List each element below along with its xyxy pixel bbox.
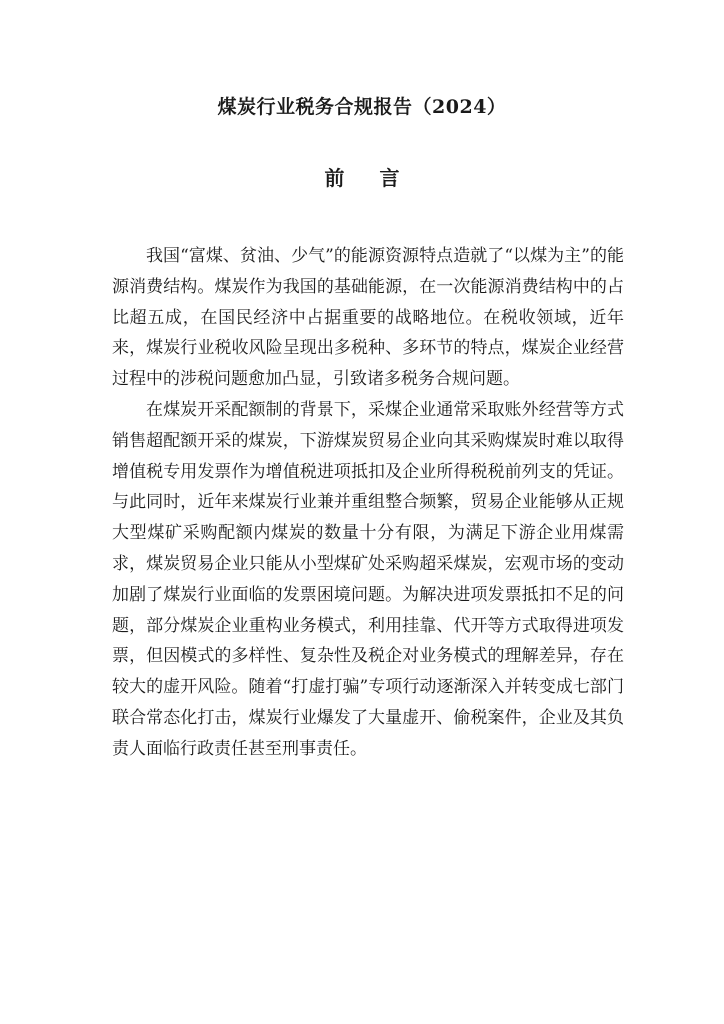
paragraph: 我国“富煤、贫油、少气”的能源资源特点造就了“以煤为主”的能源消费结构。煤炭作为我国的基础能源，在一次能源消费结构中的占比超五成，在国民经济中占据重要的战略地位。在税收领域，近年来，煤炭行业税收风险呈现出多税种、多环节的特点，煤炭企业经营过程中的涉税问题愈加凸显，引致诸多税务合规问题。 <box>112 246 624 390</box>
document-title: 煤炭行业税务合规报告（2024） <box>217 96 507 118</box>
document-body <box>112 241 624 765</box>
section-heading-preface: 前 言 <box>324 166 414 190</box>
paragraph: 在煤炭开采配额制的背景下，采煤企业通常采取账外经营等方式销售超配额开采的煤炭，下游煤炭贸易企业向其采购煤炭时难以取得增值税专用发票作为增值税进项抵扣及企业所得税税前列支的凭证。与此同时，近年来煤炭行业兼并重组整合频繁，贸易企业能够从正规大型煤矿采购配额内煤炭的数量十分有限，为满足下游企业用煤需求，煤炭贸易企业只能从小型煤矿处采购超采煤炭，宏观市场的变动加剧了煤炭行业面临的发票困境问题。为解决进项发票抵扣不足的问题，部分煤炭企业重构业务模式，利用挂靠、代开等方式取得进项发票，但因模式的多样性、复杂性及税企对业务模式的理解差异，存在较大的虚开风险。随着“打虚打骗”专项行动逐渐深入并转变成七部门联合常态化打击，煤炭行业爆发了大量虚开、偷税案件，企业及其负责人面临行政责任甚至刑事责任。 <box>112 399 624 759</box>
